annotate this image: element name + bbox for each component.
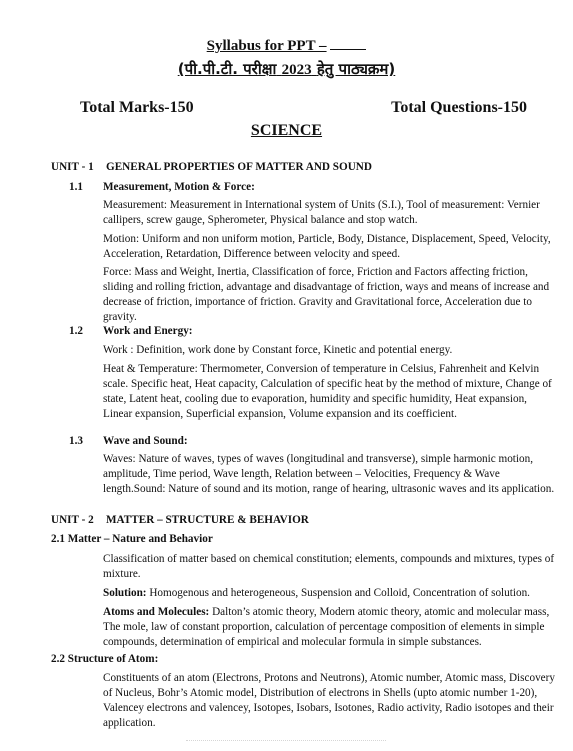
section-2-2-heading: 2.2 Structure of Atom: bbox=[51, 653, 159, 665]
section-1-1-heading bbox=[69, 181, 255, 193]
section-1-3-number: 1.3 bbox=[69, 435, 83, 447]
section-1-3-title: Wave and Sound: bbox=[103, 435, 188, 447]
unit-2-title: MATTER – STRUCTURE & BEHAVIOR bbox=[106, 514, 309, 526]
total-questions: Total Questions-150 bbox=[391, 99, 527, 116]
solution-label: Solution: bbox=[103, 587, 147, 599]
paragraph-measurement: Measurement: Measurement in International system of Units (S.I.), Tool of measurement: Vernier callipers, screw gauge, Spherometer, Physical balance and stop watch. bbox=[103, 199, 540, 226]
paragraph-solution bbox=[103, 586, 555, 601]
footer-faint-line bbox=[186, 740, 386, 747]
subtitle-hindi-tail: हेतु पाठ्यक्रम) bbox=[316, 60, 396, 78]
section-1-1-number: 1.1 bbox=[69, 181, 83, 193]
paragraph-heat-temperature: Heat & Temperature: Thermometer, Conversion of temperature in Celsius, Fahrenheit and Kelvin scale. Specific heat, Heat capacity, Calculation of specific heat by the method of mixture, Change of state, Latent heat, cooling due to evaporation, humidity and specific humidity, Heat expansion, Linear expansion, Superficial expansion, Volume expansion and its coefficient. bbox=[103, 363, 552, 420]
section-2-1-heading: 2.1 Matter – Nature and Behavior bbox=[51, 533, 213, 545]
section-1-2-heading bbox=[69, 325, 193, 337]
section-1-2-number: 1.2 bbox=[69, 325, 83, 337]
atoms-molecules-text: Dalton’s atomic theory, Modern atomic theory, atomic and molecular mass, The mole, law of constant proportion, calculation of percentage composition of elements in simple compounds, determination of empirical and molecular formula in simple substances. bbox=[103, 606, 550, 648]
unit-1-heading bbox=[51, 161, 372, 173]
paragraph-waves-sound: Waves: Nature of waves, types of waves (longitudinal and transverse), simple harmonic motion, amplitude, Time period, Wave length, Relation between – Velocities, Frequency & Wave length.Sound: Nature of sound and its motion, range of hearing, ultrasonic waves and its application. bbox=[103, 453, 555, 495]
total-marks: Total Marks-150 bbox=[80, 99, 194, 116]
subtitle-hindi-part: (पी.पी.टी. परीक्षा bbox=[177, 60, 277, 78]
solution-text: Homogenous and heterogeneous, Suspension and Colloid, Concentration of solution. bbox=[146, 587, 530, 599]
paragraph-force: Force: Mass and Weight, Inertia, Classification of force, Friction and Factors affecting friction, sliding and rolling friction, advantage and disadvantage of friction, ways and means of increase and decrease of friction, importance of friction. Gravity and Gravitational force, Acceleration due to gravity. bbox=[103, 266, 550, 323]
paragraph-structure-of-atom: Constituents of an atom (Electrons, Protons and Neutrons), Atomic number, Atomic mass, Discovery of Nucleus, Bohr’s Atomic model, Distribution of electrons in Shells (upto atomic number 1-20), Valencey electrons and valencey, Isotopes, Isobars, Isotones, Radio activity, Radio isotopes and their application. bbox=[103, 672, 555, 729]
unit-2-number: UNIT - 2 bbox=[51, 514, 94, 526]
paragraph-atoms-molecules bbox=[103, 605, 555, 650]
paragraph-work: Work : Definition, work done by Constant force, Kinetic and potential energy. bbox=[103, 344, 453, 356]
subtitle-year: 2023 bbox=[281, 62, 312, 78]
unit-1-title: GENERAL PROPERTIES OF MATTER AND SOUND bbox=[106, 161, 372, 173]
unit-1-number: UNIT - 1 bbox=[51, 161, 94, 173]
paragraph-motion: Motion: Uniform and non uniform motion, Particle, Body, Distance, Displacement, Speed, Velocity, Acceleration, Retardation, Difference between velocity and speed. bbox=[103, 233, 551, 260]
syllabus-title bbox=[0, 37, 573, 55]
atoms-molecules-label: Atoms and Molecules: bbox=[103, 606, 210, 618]
paragraph-classification-of-matter: Classification of matter based on chemical constitution; elements, compounds and mixtures, types of mixture. bbox=[103, 553, 555, 580]
unit-2-heading bbox=[51, 514, 309, 526]
section-1-2-title: Work and Energy: bbox=[103, 325, 193, 337]
subject-heading: SCIENCE bbox=[250, 122, 323, 139]
title-blank-underline bbox=[330, 37, 366, 50]
syllabus-subtitle-hindi bbox=[0, 59, 573, 79]
section-1-1-title: Measurement, Motion & Force: bbox=[103, 181, 255, 193]
syllabus-title-text: Syllabus for PPT – bbox=[206, 38, 327, 54]
section-1-3-heading bbox=[69, 435, 188, 447]
